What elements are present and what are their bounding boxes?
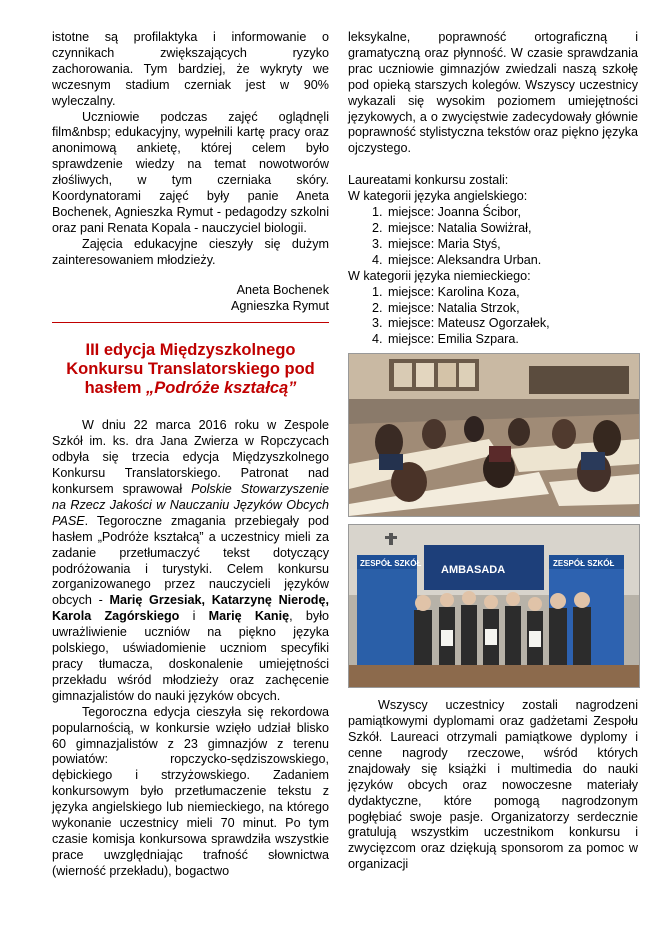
patron-name: Polskie Stowarzyszenie na Rzecz Jakości w Nauczaniu Języków Obcych PASE	[52, 482, 329, 528]
paragraph-continued: istotne są profilaktyka i informowanie o czynnikach zwiększających ryzyko zachorowania. Tym bardziej, że wykryty we wczesnym stadium czerniak jest w 90% wyleczalny.	[52, 30, 329, 108]
paragraph-awards: Wszyscy uczestnicy zostali nagrodzeni pamiątkowymi dyplomami oraz gadżetami Zespołu Szkół. Laureaci otrzymali pamiątkowe dyplomy i cenne nagrody rzeczowe, wśród których znajdowały się książki i multimedia do nauki języków obcych oraz nowoczesne materiały dydaktyczne, które pomogą nagrodzonym pogłębiać swoje pasje. Organizatorzy serdecznie gratulują wszystkim uczestnikom konkursu i zwycięzcom oraz dziękują sponsorom za pomoc w organizacji	[348, 698, 638, 872]
title-line-3: hasłem	[84, 379, 147, 398]
list-item: 3. miejsce: Mateusz Ogorzałek,	[386, 316, 638, 332]
paragraph-interest: Zajęcia edukacyjne cieszyły się dużym zainteresowaniem młodzieży.	[52, 236, 329, 267]
title-slogan: „Podróże kształcą”	[146, 379, 297, 398]
list-item: 3. miejsce: Maria Styś,	[386, 237, 638, 253]
german-laureates-list	[348, 285, 638, 349]
list-item: 1. miejsce: Karolina Koza,	[386, 285, 638, 301]
paragraph-lesson: Uczniowie podczas zajęć oglądnęli film&nbsp; edukacyjny, wypełnili kartę pracy oraz anonimową ankietę, której celem było sprawdzenie wiedzy na temat nowotworów złośliwych, w tym czerniaka skóry. Koordynatorami zajęć były panie Aneta Bochenek, Agnieszka Rymut - pedagodzy szkolni oraz pani Renata Kopala - nauczyciel biologii.	[52, 109, 329, 235]
category-german: W kategorii języka niemieckiego:	[348, 268, 531, 283]
banner-left-text: ZESPÓŁ SZKÓŁ	[360, 559, 422, 569]
list-item: 2. miejsce: Natalia Sowiżrał,	[386, 221, 638, 237]
title-line-2: Konkursu Translatorskiego pod	[66, 360, 315, 379]
paragraph-intro: W dniu 22 marca 2016 roku w Zespole Szkół im. ks. dra Jana Zwierza w Ropczycach odbyła się trzecia edycja Międzyszkolnego Konkursu Translatorskiego. Patronat nad konkursem sprawował Polskie Stowarzyszenie na Rzecz Jakości w Nauczaniu Języków Obcych PASE. Tegoroczne zmagania przebiegały pod hasłem „Podróże kształcą” a uczestnicy mieli za zadanie przetłumaczyć tekst dotyczący podróżowania i turystyki. Celem konkursu zorganizowanego przez nauczycieli języków obcych - Marię Grzesiak, Katarzynę Nierodę, Karola Zagórskiego i Marię Kanię, było uwrażliwienie uczniów na piękno języka polskiego, uświadomienie uczniom specyfiki pracy tłumacza, doskonalenie umiejętności przekładu wśród młodzieży oraz zachęcenie gimnazjalistów do nauki języków obcych.	[52, 418, 330, 703]
section-separator	[52, 322, 329, 323]
paragraph-popularity: Tegoroczna edycja cieszyła się rekordowa popularnością, w konkursie wzięło udział blisko 60 gimnazjalistów z 23 gimnazjów z terenu powiatów: ropczycko-sędziszowskiego, dębickiego i strzyżowskiego. Zadaniem konkursowym było przetłumaczenie tekstu z języka angielskiego lub niemieckiego, na którego wykonanie uczestnicy mieli 70 minut. Po tym czasie komisja konkursowa sprawdziła wszystkie prace uwzględniając trafność słownictwa (wierność przekładu), bogactwo	[52, 704, 329, 878]
teachers-names-2: Marię Kanię	[208, 609, 290, 624]
list-item: 2. miejsce: Natalia Strzok,	[386, 301, 638, 317]
teachers-names-1: Marię Grzesiak, Katarzynę Nierodę, Karola Zagórskiego	[52, 593, 329, 624]
article-title	[52, 341, 329, 398]
left-column	[52, 30, 329, 880]
category-english: W kategorii języka angielskiego:	[348, 189, 528, 204]
photo-group	[348, 524, 640, 688]
paragraph-right-continued: leksykalne, poprawność ortograficzną i gramatyczną oraz płynność. W czasie sprawdzania prac uczniowie gimnazjów zwiedzali naszą szkołę pod opieką starszych kolegów. Wszyscy uczestnicy wykazali się wysokim poziomem umiejętności językowych, a o zwycięstwie zadecydowały głównie poprawność stylistyczna tekstów oraz piękno języka ojczystego.	[348, 30, 638, 156]
laureates-intro: Laureatami konkursu zostali:	[348, 173, 509, 188]
signature-line-1: Aneta Bochenek	[236, 282, 329, 297]
right-column	[348, 30, 638, 873]
english-laureates-list	[348, 205, 638, 269]
list-item: 1. miejsce: Joanna Ścibor,	[386, 205, 638, 221]
list-item: 4. miejsce: Aleksandra Urban.	[386, 253, 638, 269]
signature-line-2: Agnieszka Rymut	[231, 298, 329, 313]
list-item: 4. miejsce: Emilia Szpara.	[386, 332, 638, 348]
photo-classroom	[348, 353, 640, 517]
banner-right-text: ZESPÓŁ SZKÓŁ	[553, 559, 615, 569]
banner-mid-text: AMBASADA	[441, 564, 506, 577]
title-line-1: III edycja Międzyszkolnego	[85, 341, 296, 360]
